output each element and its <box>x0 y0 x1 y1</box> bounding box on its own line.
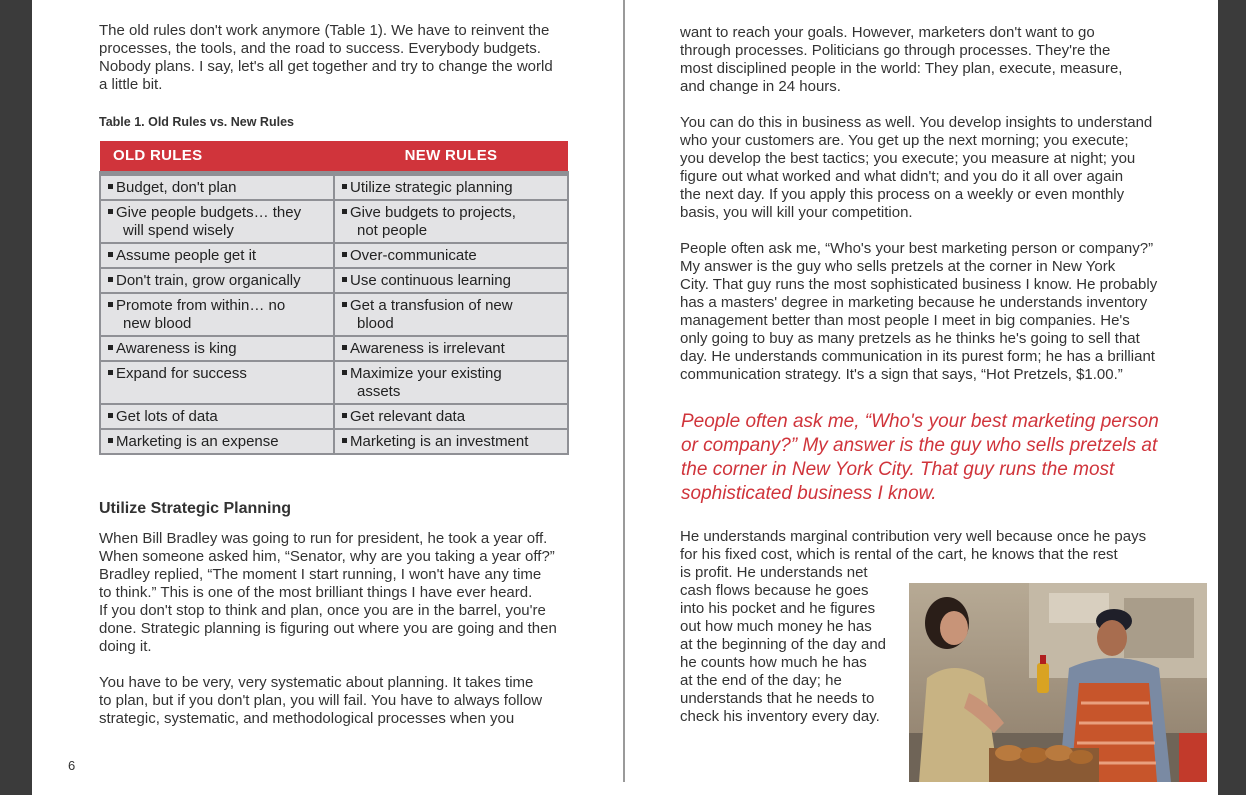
old-rule-cell <box>100 173 334 200</box>
rule-text: blood <box>357 314 394 332</box>
bullet-icon <box>342 302 347 307</box>
new-rule-cell <box>334 268 568 293</box>
old-rule-cell <box>100 429 334 454</box>
text-line: through processes. Politicians go through processes. They're the <box>680 42 1111 59</box>
old-rule-cell <box>100 268 334 293</box>
text-line: management better than most people I meet in big companies. He's <box>680 312 1130 329</box>
text-line: City. That guy runs the most sophisticated business I know. He probably <box>680 276 1158 293</box>
rule-text: Marketing is an investment <box>350 432 529 450</box>
rule-text: Give people budgets… they <box>116 203 302 221</box>
table-row <box>100 200 568 243</box>
pull-quote <box>681 410 1159 506</box>
rule-text: Expand for success <box>116 364 247 382</box>
politicians-paragraph <box>680 24 1122 96</box>
rule-text: assets <box>357 382 401 400</box>
text-line: has a masters' degree in marketing because he understands inventory <box>680 294 1148 311</box>
new-rule-cell <box>334 404 568 429</box>
text-line: to think.” This is one of the most brilliant things I have ever heard. <box>99 584 533 601</box>
bullet-icon <box>108 252 113 257</box>
text-line: is profit. He understands net <box>680 564 868 581</box>
pretzel-vendor-photo <box>909 583 1207 782</box>
bullet-icon <box>342 413 347 418</box>
rule-text: Assume people get it <box>116 246 257 264</box>
bullet-icon <box>108 345 113 350</box>
text-line: understands that he needs to <box>680 690 875 707</box>
text-line: you develop the best tactics; you execute; you measure at night; you <box>680 150 1136 167</box>
text-line: want to reach your goals. However, marketers don't want to go <box>680 24 1095 41</box>
text-line: cash flows because he goes <box>680 582 869 599</box>
rule-text: Get a transfusion of new <box>350 296 513 314</box>
text-line: You can do this in business as well. You develop insights to understand <box>680 114 1153 131</box>
rule-text: Promote from within… no <box>116 296 286 314</box>
header-old-rules: OLD RULES <box>100 141 334 173</box>
bullet-icon <box>108 302 113 307</box>
bradley-paragraph <box>99 530 557 656</box>
text-line: If you don't stop to think and plan, once you are in the barrel, you're <box>99 602 546 619</box>
table-row <box>100 243 568 268</box>
text-line: most disciplined people in the world: They plan, execute, measure, <box>680 60 1123 77</box>
rule-text: Awareness is king <box>116 339 237 357</box>
old-rule-cell <box>100 200 334 243</box>
text-line: basis, you will kill your competition. <box>680 204 913 221</box>
table-row <box>100 429 568 454</box>
text-line: he counts how much he has <box>680 654 867 671</box>
bullet-icon <box>108 438 113 443</box>
text-line: communication strategy. It's a sign that says, “Hot Pretzels, $1.00.” <box>680 366 1123 383</box>
page-gutter <box>623 0 625 782</box>
header-new-rules: NEW RULES <box>334 141 568 173</box>
text-line: and change in 24 hours. <box>680 78 841 95</box>
bullet-icon <box>342 209 347 214</box>
table-row <box>100 336 568 361</box>
text-line: a little bit. <box>99 76 163 93</box>
rule-text: will spend wisely <box>123 221 234 239</box>
text-line: You have to be very, very systematic about planning. It takes time <box>99 674 534 691</box>
text-line: strategic, systematic, and methodological processes when you <box>99 710 515 727</box>
text-line: The old rules don't work anymore (Table 1). We have to reinvent the <box>99 22 550 39</box>
bullet-icon <box>342 345 347 350</box>
bullet-icon <box>108 184 113 189</box>
text-line: He understands marginal contribution very well because once he pays <box>680 528 1147 545</box>
table-row <box>100 293 568 336</box>
text-line: When Bill Bradley was going to run for president, he took a year off. <box>99 530 548 547</box>
text-line: done. Strategic planning is figuring out where you are going and then <box>99 620 557 637</box>
page-edge <box>1218 0 1246 795</box>
text-line: People often ask me, “Who's your best marketing person <box>681 411 1159 432</box>
bullet-icon <box>342 370 347 375</box>
text-line: doing it. <box>99 638 152 655</box>
text-line: or company?” My answer is the guy who sells pretzels at <box>681 435 1158 456</box>
rule-text: Give budgets to projects, <box>350 203 516 221</box>
text-line: day. He understands communication in its purest form; he has a brilliant <box>680 348 1155 365</box>
rule-text: Utilize strategic planning <box>350 178 513 196</box>
new-rule-cell <box>334 429 568 454</box>
rule-text: Over-communicate <box>350 246 477 264</box>
rule-text: Use continuous learning <box>350 271 511 289</box>
new-rule-cell <box>334 361 568 404</box>
bullet-icon <box>108 277 113 282</box>
bullet-icon <box>108 209 113 214</box>
text-line: processes, the tools, and the road to success. Everybody budgets. <box>99 40 541 57</box>
section-heading: Utilize Strategic Planning <box>99 500 292 517</box>
text-line: When someone asked him, “Senator, why are you taking a year off?” <box>99 548 555 565</box>
pretzel-paragraph <box>680 240 1157 384</box>
table-row <box>100 404 568 429</box>
bullet-icon <box>342 184 347 189</box>
old-rule-cell <box>100 404 334 429</box>
bullet-icon <box>342 252 347 257</box>
bullet-icon <box>108 370 113 375</box>
rule-text: new blood <box>123 314 192 332</box>
new-rule-cell <box>334 336 568 361</box>
text-line: People often ask me, “Who's your best marketing person or company?” <box>680 240 1154 257</box>
old-rule-cell <box>100 361 334 404</box>
rule-text: Get lots of data <box>116 407 218 425</box>
text-line: only going to buy as many pretzels as he thinks he's going to sell that <box>680 330 1140 347</box>
new-rule-cell <box>334 293 568 336</box>
text-line: for his fixed cost, which is rental of the cart, he knows that the rest <box>680 546 1118 563</box>
rule-text: Marketing is an expense <box>116 432 279 450</box>
text-line: Bradley replied, “The moment I start running, I won't have any time <box>99 566 542 583</box>
text-line: out how much money he has <box>680 618 872 635</box>
text-line: My answer is the guy who sells pretzels at the corner in New York <box>680 258 1116 275</box>
bullet-icon <box>108 413 113 418</box>
new-rule-cell <box>334 243 568 268</box>
text-line: the next day. If you apply this process on a weekly or even monthly <box>680 186 1125 203</box>
rule-text: not people <box>357 221 428 239</box>
rule-text: Maximize your existing <box>350 364 502 382</box>
new-rule-cell <box>334 173 568 200</box>
rules-table <box>99 141 569 455</box>
new-rule-cell <box>334 200 568 243</box>
table-row <box>100 268 568 293</box>
page-number: 6 <box>68 758 76 773</box>
rule-text: Get relevant data <box>350 407 466 425</box>
old-rule-cell <box>100 243 334 268</box>
business-paragraph <box>680 114 1152 222</box>
text-line: sophisticated business I know. <box>681 483 937 504</box>
rule-text: Awareness is irrelevant <box>350 339 505 357</box>
rule-text: Don't train, grow organically <box>116 271 301 289</box>
text-line: the corner in New York City. That guy runs the most <box>681 459 1115 480</box>
text-line: who your customers are. You get up the next morning; you execute; <box>680 132 1129 149</box>
old-rule-cell <box>100 293 334 336</box>
bullet-icon <box>342 438 347 443</box>
text-line: at the beginning of the day and <box>680 636 887 653</box>
rule-text: Budget, don't plan <box>116 178 237 196</box>
text-line: Nobody plans. I say, let's all get together and try to change the world <box>99 58 553 75</box>
text-line: check his inventory every day. <box>680 708 880 725</box>
table-row <box>100 173 568 200</box>
text-line: to plan, but if you don't plan, you will fail. You have to always follow <box>99 692 543 709</box>
table-caption: Table 1. Old Rules vs. New Rules <box>99 115 294 129</box>
intro-paragraph <box>99 22 553 94</box>
table-row <box>100 361 568 404</box>
text-line: figure out what worked and what didn't; and you do it all over again <box>680 168 1124 185</box>
text-line: at the end of the day; he <box>680 672 842 689</box>
planning-paragraph <box>99 674 542 728</box>
bullet-icon <box>342 277 347 282</box>
text-line: into his pocket and he figures <box>680 600 876 617</box>
old-rule-cell <box>100 336 334 361</box>
